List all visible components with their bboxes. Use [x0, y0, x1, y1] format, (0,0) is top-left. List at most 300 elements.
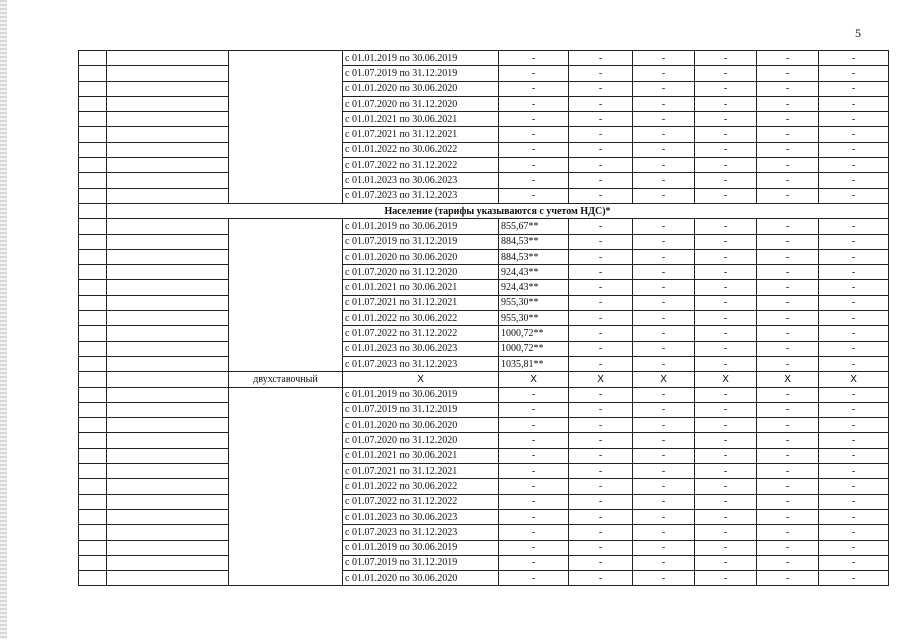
dash-cell: - — [633, 356, 695, 371]
dash-cell: - — [633, 234, 695, 249]
period-cell: с 01.01.2023 по 30.06.2023 — [343, 509, 499, 524]
tariff-table-body — [79, 51, 889, 586]
dash-cell: - — [819, 66, 889, 81]
table-row — [79, 311, 889, 326]
consumer-cell — [107, 234, 229, 249]
period-cell: с 01.01.2019 по 30.06.2019 — [343, 219, 499, 234]
dash-cell: - — [633, 173, 695, 188]
consumer-cell — [107, 173, 229, 188]
dash-cell: - — [499, 509, 569, 524]
dash-cell: - — [757, 158, 819, 173]
period-cell: с 01.01.2019 по 30.06.2019 — [343, 387, 499, 402]
dash-cell: - — [569, 66, 633, 81]
dash-cell: - — [819, 464, 889, 479]
dash-cell: - — [695, 555, 757, 570]
dash-cell: - — [819, 219, 889, 234]
row-number-cell — [79, 494, 107, 509]
period-cell: с 01.01.2021 по 30.06.2021 — [343, 112, 499, 127]
dash-cell: - — [569, 112, 633, 127]
dash-cell: - — [819, 525, 889, 540]
row-number-cell — [79, 112, 107, 127]
dash-cell: - — [695, 418, 757, 433]
dash-cell: - — [819, 571, 889, 586]
dash-cell: - — [757, 433, 819, 448]
tariff-type-cell — [229, 219, 343, 372]
dash-cell: - — [633, 479, 695, 494]
row-number-cell — [79, 158, 107, 173]
dash-cell: - — [695, 540, 757, 555]
dash-cell: - — [569, 142, 633, 157]
tariff-value-cell: 1000,72** — [499, 326, 569, 341]
dash-cell: - — [633, 341, 695, 356]
dash-cell: - — [757, 112, 819, 127]
dash-cell: - — [757, 479, 819, 494]
dash-cell: - — [819, 402, 889, 417]
row-number-cell — [79, 66, 107, 81]
dash-cell: - — [569, 326, 633, 341]
dash-cell: - — [569, 525, 633, 540]
dash-cell: - — [695, 479, 757, 494]
dash-cell: - — [499, 525, 569, 540]
consumer-cell — [107, 188, 229, 203]
consumer-cell — [107, 66, 229, 81]
tariff-value-cell: 1035,81** — [499, 356, 569, 371]
dash-cell: - — [819, 494, 889, 509]
dash-cell: - — [695, 433, 757, 448]
dash-cell: - — [695, 66, 757, 81]
table-row — [79, 341, 889, 356]
twopart-row — [79, 372, 889, 387]
dash-cell: - — [757, 173, 819, 188]
dash-cell: - — [819, 51, 889, 66]
row-number-cell — [79, 81, 107, 96]
dash-cell: - — [633, 571, 695, 586]
dash-cell: - — [569, 96, 633, 111]
dash-cell: - — [569, 81, 633, 96]
table-row — [79, 188, 889, 203]
dash-cell: - — [569, 571, 633, 586]
dash-cell: - — [633, 464, 695, 479]
twopart-label: двухставочный — [229, 372, 343, 387]
dash-cell: - — [695, 265, 757, 280]
dash-cell: - — [633, 494, 695, 509]
dash-cell: - — [757, 356, 819, 371]
tariff-type-cell — [229, 51, 343, 204]
dash-cell: - — [569, 464, 633, 479]
dash-cell: - — [757, 525, 819, 540]
row-number-cell — [79, 402, 107, 417]
table-row — [79, 112, 889, 127]
dash-cell: - — [757, 249, 819, 264]
table-row — [79, 356, 889, 371]
dash-cell: - — [499, 555, 569, 570]
row-number-cell — [79, 96, 107, 111]
dash-cell: - — [695, 311, 757, 326]
dash-cell: - — [819, 96, 889, 111]
table-row — [79, 418, 889, 433]
dash-cell: - — [499, 464, 569, 479]
row-number-cell — [79, 219, 107, 234]
consumer-cell — [107, 81, 229, 96]
period-cell: с 01.07.2021 по 31.12.2021 — [343, 464, 499, 479]
table-row — [79, 555, 889, 570]
tariff-value-cell: 1000,72** — [499, 341, 569, 356]
dash-cell: - — [633, 51, 695, 66]
dash-cell: - — [633, 387, 695, 402]
dash-cell: - — [757, 81, 819, 96]
row-number-cell — [79, 265, 107, 280]
consumer-cell — [107, 479, 229, 494]
consumer-cell — [107, 402, 229, 417]
dash-cell: - — [757, 571, 819, 586]
dash-cell: - — [819, 418, 889, 433]
consumer-cell — [107, 249, 229, 264]
dash-cell: - — [633, 112, 695, 127]
dash-cell: - — [633, 188, 695, 203]
dash-cell: - — [757, 509, 819, 524]
dash-cell: - — [499, 188, 569, 203]
dash-cell: - — [569, 280, 633, 295]
scan-edge — [0, 0, 7, 639]
dash-cell: - — [757, 96, 819, 111]
row-number-cell — [79, 341, 107, 356]
table-row — [79, 509, 889, 524]
period-cell: с 01.07.2019 по 31.12.2019 — [343, 555, 499, 570]
x-mark-cell: X — [569, 372, 633, 387]
dash-cell: - — [569, 402, 633, 417]
dash-cell: - — [819, 479, 889, 494]
x-mark-cell: X — [819, 372, 889, 387]
period-cell: с 01.01.2020 по 30.06.2020 — [343, 249, 499, 264]
dash-cell: - — [695, 494, 757, 509]
dash-cell: - — [499, 81, 569, 96]
period-cell: с 01.07.2022 по 31.12.2022 — [343, 326, 499, 341]
row-number-cell — [79, 387, 107, 402]
dash-cell: - — [695, 51, 757, 66]
x-mark-cell: X — [633, 372, 695, 387]
dash-cell: - — [757, 142, 819, 157]
table-row — [79, 571, 889, 586]
period-cell: с 01.01.2022 по 30.06.2022 — [343, 142, 499, 157]
dash-cell: - — [819, 387, 889, 402]
dash-cell: - — [695, 356, 757, 371]
dash-cell: - — [569, 540, 633, 555]
dash-cell: - — [499, 571, 569, 586]
tariff-value-cell: 855,67** — [499, 219, 569, 234]
consumer-cell — [107, 295, 229, 310]
dash-cell: - — [633, 555, 695, 570]
consumer-cell — [107, 356, 229, 371]
dash-cell: - — [633, 402, 695, 417]
dash-cell: - — [569, 158, 633, 173]
dash-cell: - — [819, 311, 889, 326]
dash-cell: - — [757, 66, 819, 81]
dash-cell: - — [757, 341, 819, 356]
period-cell: с 01.01.2019 по 30.06.2019 — [343, 51, 499, 66]
tariff-value-cell: 955,30** — [499, 295, 569, 310]
consumer-cell — [107, 265, 229, 280]
dash-cell: - — [569, 555, 633, 570]
dash-cell: - — [757, 188, 819, 203]
dash-cell: - — [499, 494, 569, 509]
tariff-value-cell: 924,43** — [499, 280, 569, 295]
table-row — [79, 387, 889, 402]
row-number-cell — [79, 372, 107, 387]
period-cell: с 01.07.2019 по 31.12.2019 — [343, 402, 499, 417]
population-heading: Население (тарифы указываются с учетом НДС)* — [107, 203, 889, 218]
x-mark-cell: X — [343, 372, 499, 387]
dash-cell: - — [757, 448, 819, 463]
dash-cell: - — [633, 249, 695, 264]
dash-cell: - — [695, 112, 757, 127]
dash-cell: - — [695, 173, 757, 188]
table-row — [79, 127, 889, 142]
row-number-cell — [79, 448, 107, 463]
period-cell: с 01.07.2019 по 31.12.2019 — [343, 66, 499, 81]
dash-cell: - — [499, 479, 569, 494]
dash-cell: - — [695, 81, 757, 96]
dash-cell: - — [695, 402, 757, 417]
dash-cell: - — [757, 326, 819, 341]
dash-cell: - — [633, 311, 695, 326]
dash-cell: - — [499, 173, 569, 188]
row-number-cell — [79, 540, 107, 555]
x-mark-cell: X — [757, 372, 819, 387]
dash-cell: - — [633, 448, 695, 463]
consumer-cell — [107, 158, 229, 173]
period-cell: с 01.07.2020 по 31.12.2020 — [343, 433, 499, 448]
dash-cell: - — [695, 188, 757, 203]
dash-cell: - — [633, 418, 695, 433]
row-number-cell — [79, 280, 107, 295]
table-row — [79, 66, 889, 81]
period-cell: с 01.01.2021 по 30.06.2021 — [343, 280, 499, 295]
table-row — [79, 540, 889, 555]
period-cell: с 01.07.2023 по 31.12.2023 — [343, 188, 499, 203]
period-cell: с 01.01.2020 по 30.06.2020 — [343, 571, 499, 586]
row-number-cell — [79, 203, 107, 218]
dash-cell: - — [695, 295, 757, 310]
period-cell: с 01.07.2022 по 31.12.2022 — [343, 158, 499, 173]
row-number-cell — [79, 311, 107, 326]
dash-cell: - — [819, 448, 889, 463]
period-cell: с 01.01.2021 по 30.06.2021 — [343, 448, 499, 463]
consumer-cell — [107, 219, 229, 234]
dash-cell: - — [499, 433, 569, 448]
row-number-cell — [79, 509, 107, 524]
dash-cell: - — [695, 509, 757, 524]
dash-cell: - — [633, 525, 695, 540]
population-heading-row — [79, 203, 889, 218]
table-row — [79, 265, 889, 280]
period-cell: с 01.07.2021 по 31.12.2021 — [343, 127, 499, 142]
dash-cell: - — [757, 555, 819, 570]
row-number-cell — [79, 188, 107, 203]
row-number-cell — [79, 571, 107, 586]
tariff-value-cell: 884,53** — [499, 249, 569, 264]
table-row — [79, 464, 889, 479]
dash-cell: - — [633, 326, 695, 341]
period-cell: с 01.01.2023 по 30.06.2023 — [343, 341, 499, 356]
consumer-cell — [107, 142, 229, 157]
dash-cell: - — [633, 158, 695, 173]
table-row — [79, 326, 889, 341]
dash-cell: - — [819, 280, 889, 295]
period-cell: с 01.01.2022 по 30.06.2022 — [343, 479, 499, 494]
consumer-cell — [107, 96, 229, 111]
dash-cell: - — [819, 234, 889, 249]
tariff-value-cell: 884,53** — [499, 234, 569, 249]
dash-cell: - — [569, 448, 633, 463]
dash-cell: - — [695, 127, 757, 142]
consumer-cell — [107, 112, 229, 127]
dash-cell: - — [819, 295, 889, 310]
consumer-cell — [107, 433, 229, 448]
table-row — [79, 295, 889, 310]
dash-cell: - — [499, 402, 569, 417]
row-number-cell — [79, 433, 107, 448]
dash-cell: - — [569, 219, 633, 234]
dash-cell: - — [569, 433, 633, 448]
tariff-value-cell: 924,43** — [499, 265, 569, 280]
consumer-cell — [107, 555, 229, 570]
dash-cell: - — [819, 540, 889, 555]
row-number-cell — [79, 464, 107, 479]
dash-cell: - — [819, 326, 889, 341]
consumer-cell — [107, 525, 229, 540]
dash-cell: - — [757, 234, 819, 249]
dash-cell: - — [569, 509, 633, 524]
dash-cell: - — [819, 158, 889, 173]
consumer-cell — [107, 326, 229, 341]
dash-cell: - — [695, 96, 757, 111]
row-number-cell — [79, 326, 107, 341]
consumer-cell — [107, 51, 229, 66]
dash-cell: - — [757, 51, 819, 66]
table-row — [79, 173, 889, 188]
consumer-cell — [107, 494, 229, 509]
table-row — [79, 249, 889, 264]
dash-cell: - — [633, 127, 695, 142]
dash-cell: - — [633, 96, 695, 111]
dash-cell: - — [499, 127, 569, 142]
row-number-cell — [79, 555, 107, 570]
tariff-type-cell — [229, 387, 343, 586]
dash-cell: - — [757, 127, 819, 142]
dash-cell: - — [695, 571, 757, 586]
period-cell: с 01.07.2019 по 31.12.2019 — [343, 234, 499, 249]
dash-cell: - — [695, 219, 757, 234]
dash-cell: - — [695, 448, 757, 463]
dash-cell: - — [695, 142, 757, 157]
dash-cell: - — [569, 418, 633, 433]
dash-cell: - — [569, 387, 633, 402]
dash-cell: - — [499, 142, 569, 157]
table-row — [79, 219, 889, 234]
dash-cell: - — [499, 96, 569, 111]
dash-cell: - — [819, 433, 889, 448]
dash-cell: - — [633, 295, 695, 310]
row-number-cell — [79, 234, 107, 249]
consumer-cell — [107, 280, 229, 295]
dash-cell: - — [569, 479, 633, 494]
dash-cell: - — [695, 249, 757, 264]
row-number-cell — [79, 51, 107, 66]
dash-cell: - — [819, 265, 889, 280]
table-row — [79, 158, 889, 173]
dash-cell: - — [569, 173, 633, 188]
dash-cell: - — [757, 280, 819, 295]
dash-cell: - — [569, 295, 633, 310]
row-number-cell — [79, 295, 107, 310]
consumer-cell — [107, 464, 229, 479]
dash-cell: - — [633, 66, 695, 81]
row-number-cell — [79, 127, 107, 142]
dash-cell: - — [569, 356, 633, 371]
table-row — [79, 433, 889, 448]
dash-cell: - — [757, 464, 819, 479]
row-number-cell — [79, 249, 107, 264]
dash-cell: - — [569, 51, 633, 66]
period-cell: с 01.01.2019 по 30.06.2019 — [343, 540, 499, 555]
period-cell: с 01.07.2020 по 31.12.2020 — [343, 265, 499, 280]
dash-cell: - — [757, 418, 819, 433]
table-row — [79, 448, 889, 463]
dash-cell: - — [633, 280, 695, 295]
dash-cell: - — [819, 127, 889, 142]
dash-cell: - — [819, 356, 889, 371]
dash-cell: - — [499, 540, 569, 555]
tariff-table — [78, 50, 889, 586]
dash-cell: - — [569, 494, 633, 509]
dash-cell: - — [819, 509, 889, 524]
dash-cell: - — [819, 112, 889, 127]
consumer-cell — [107, 311, 229, 326]
dash-cell: - — [499, 418, 569, 433]
dash-cell: - — [569, 265, 633, 280]
dash-cell: - — [819, 173, 889, 188]
consumer-cell — [107, 571, 229, 586]
dash-cell: - — [695, 280, 757, 295]
dash-cell: - — [695, 525, 757, 540]
period-cell: с 01.01.2022 по 30.06.2022 — [343, 311, 499, 326]
dash-cell: - — [757, 387, 819, 402]
period-cell: с 01.07.2023 по 31.12.2023 — [343, 356, 499, 371]
dash-cell: - — [633, 265, 695, 280]
dash-cell: - — [695, 464, 757, 479]
table-row — [79, 234, 889, 249]
dash-cell: - — [757, 540, 819, 555]
period-cell: с 01.07.2020 по 31.12.2020 — [343, 96, 499, 111]
row-number-cell — [79, 479, 107, 494]
dash-cell: - — [633, 219, 695, 234]
table-row — [79, 51, 889, 66]
dash-cell: - — [757, 311, 819, 326]
dash-cell: - — [569, 341, 633, 356]
dash-cell: - — [569, 311, 633, 326]
table-row — [79, 525, 889, 540]
dash-cell: - — [695, 341, 757, 356]
dash-cell: - — [633, 433, 695, 448]
dash-cell: - — [633, 142, 695, 157]
consumer-cell — [107, 509, 229, 524]
x-mark-cell: X — [499, 372, 569, 387]
dash-cell: - — [757, 219, 819, 234]
table-row — [79, 96, 889, 111]
dash-cell: - — [499, 448, 569, 463]
table-row — [79, 479, 889, 494]
period-cell: с 01.07.2021 по 31.12.2021 — [343, 295, 499, 310]
